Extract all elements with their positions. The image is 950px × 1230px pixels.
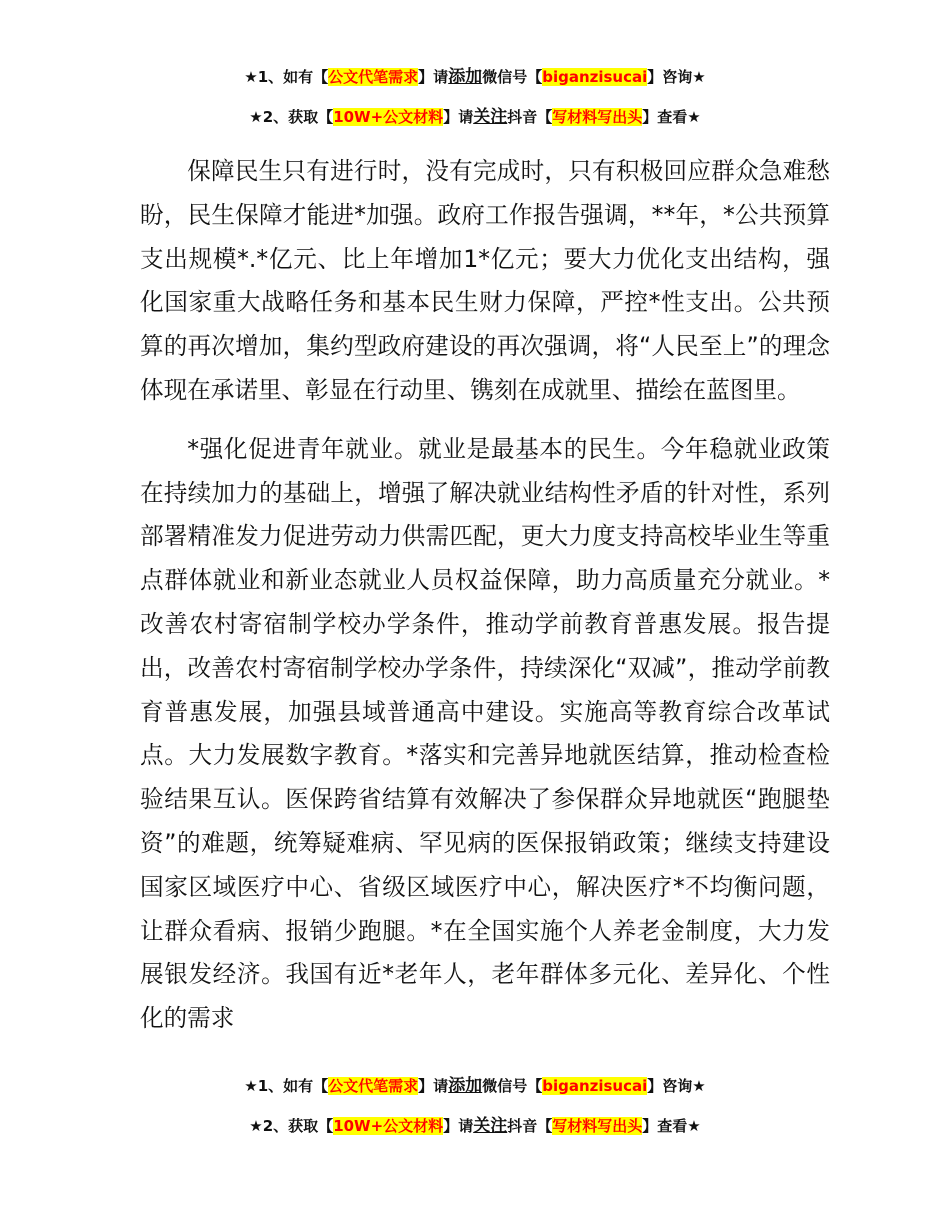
- document-body: [140, 150, 830, 1041]
- promo-prefix: ★2、获取【: [249, 1117, 334, 1135]
- promo-banner-top-line-1: [0, 66, 950, 88]
- promo-suffix: 】查看★: [642, 108, 701, 126]
- promo-highlight-douyin-account: 写材料写出头: [552, 1117, 643, 1135]
- promo-highlight-materials: 10W+公文材料: [333, 1117, 444, 1135]
- promo-suffix: 】查看★: [642, 1117, 701, 1135]
- promo-mid-text: 抖音【: [507, 108, 553, 126]
- promo-highlight-materials: 10W+公文材料: [333, 108, 444, 126]
- promo-banner-bottom-line-2: [0, 1115, 950, 1137]
- promo-mid-text: 】请: [443, 1117, 474, 1135]
- promo-mid-text: 抖音【: [507, 1117, 553, 1135]
- promo-highlight-service: 公文代笔需求: [328, 1077, 419, 1095]
- promo-emphasis-follow: 关注: [473, 1116, 508, 1136]
- promo-prefix: ★2、获取【: [249, 108, 334, 126]
- promo-banner-bottom-line-1: [0, 1075, 950, 1097]
- promo-mid-text: 微信号【: [482, 68, 543, 86]
- promo-highlight-wechat-id: biganzisucai: [542, 1077, 648, 1095]
- promo-mid-text: 】请: [418, 1077, 449, 1095]
- promo-suffix: 】咨询★: [647, 1077, 706, 1095]
- promo-prefix: ★1、如有【: [244, 1077, 329, 1095]
- body-paragraph-2: *强化促进青年就业。就业是最基本的民生。今年稳就业政策在持续加力的基础上，增强了解决就业结构性矛盾的针对性，系列部署精准发力促进劳动力供需匹配，更大力度支持高校毕业生等重点群体就业和新业态就业人员权益保障，助力高质量充分就业。*改善农村寄宿制学校办学条件，推动学前教育普惠发展。报告提出，改善农村寄宿制学校办学条件，持续深化“双减”，推动学前教育普惠发展，加强县域普通高中建设。实施高等教育综合改革试点。大力发展数字教育。*落实和完善异地就医结算，推动检查检验结果互认。医保跨省结算有效解决了参保群众异地就医“跑腿垫资”的难题，统筹疑难病、罕见病的医保报销政策；继续支持建设国家区域医疗中心、省级区域医疗中心，解决医疗*不均衡问题，让群众看病、报销少跑腿。*在全国实施个人养老金制度，大力发展银发经济。我国有近*老年人，老年群体多元化、差异化、个性化的需求: [140, 434, 830, 1033]
- promo-highlight-wechat-id: biganzisucai: [542, 68, 648, 86]
- promo-highlight-service: 公文代笔需求: [328, 68, 419, 86]
- body-paragraph-1: 保障民生只有进行时，没有完成时，只有积极回应群众急难愁盼，民生保障才能进*加强。政府工作报告强调，**年，*公共预算支出规模*.*亿元、比上年增加1*亿元；要大力优化支出结构，强化国家重大战略任务和基本民生财力保障，严控*性支出。公共预算的再次增加，集约型政府建设的再次强调，将“人民至上”的理念体现在承诺里、彰显在行动里、镌刻在成就里、描绘在蓝图里。: [140, 157, 830, 404]
- promo-emphasis-add: 添加: [448, 67, 483, 87]
- promo-emphasis-follow: 关注: [473, 107, 508, 127]
- promo-mid-text: 】请: [418, 68, 449, 86]
- promo-banner-top-line-2: [0, 106, 950, 128]
- promo-mid-text: 微信号【: [482, 1077, 543, 1095]
- promo-mid-text: 】请: [443, 108, 474, 126]
- promo-suffix: 】咨询★: [647, 68, 706, 86]
- promo-emphasis-add: 添加: [448, 1076, 483, 1096]
- promo-prefix: ★1、如有【: [244, 68, 329, 86]
- promo-highlight-douyin-account: 写材料写出头: [552, 108, 643, 126]
